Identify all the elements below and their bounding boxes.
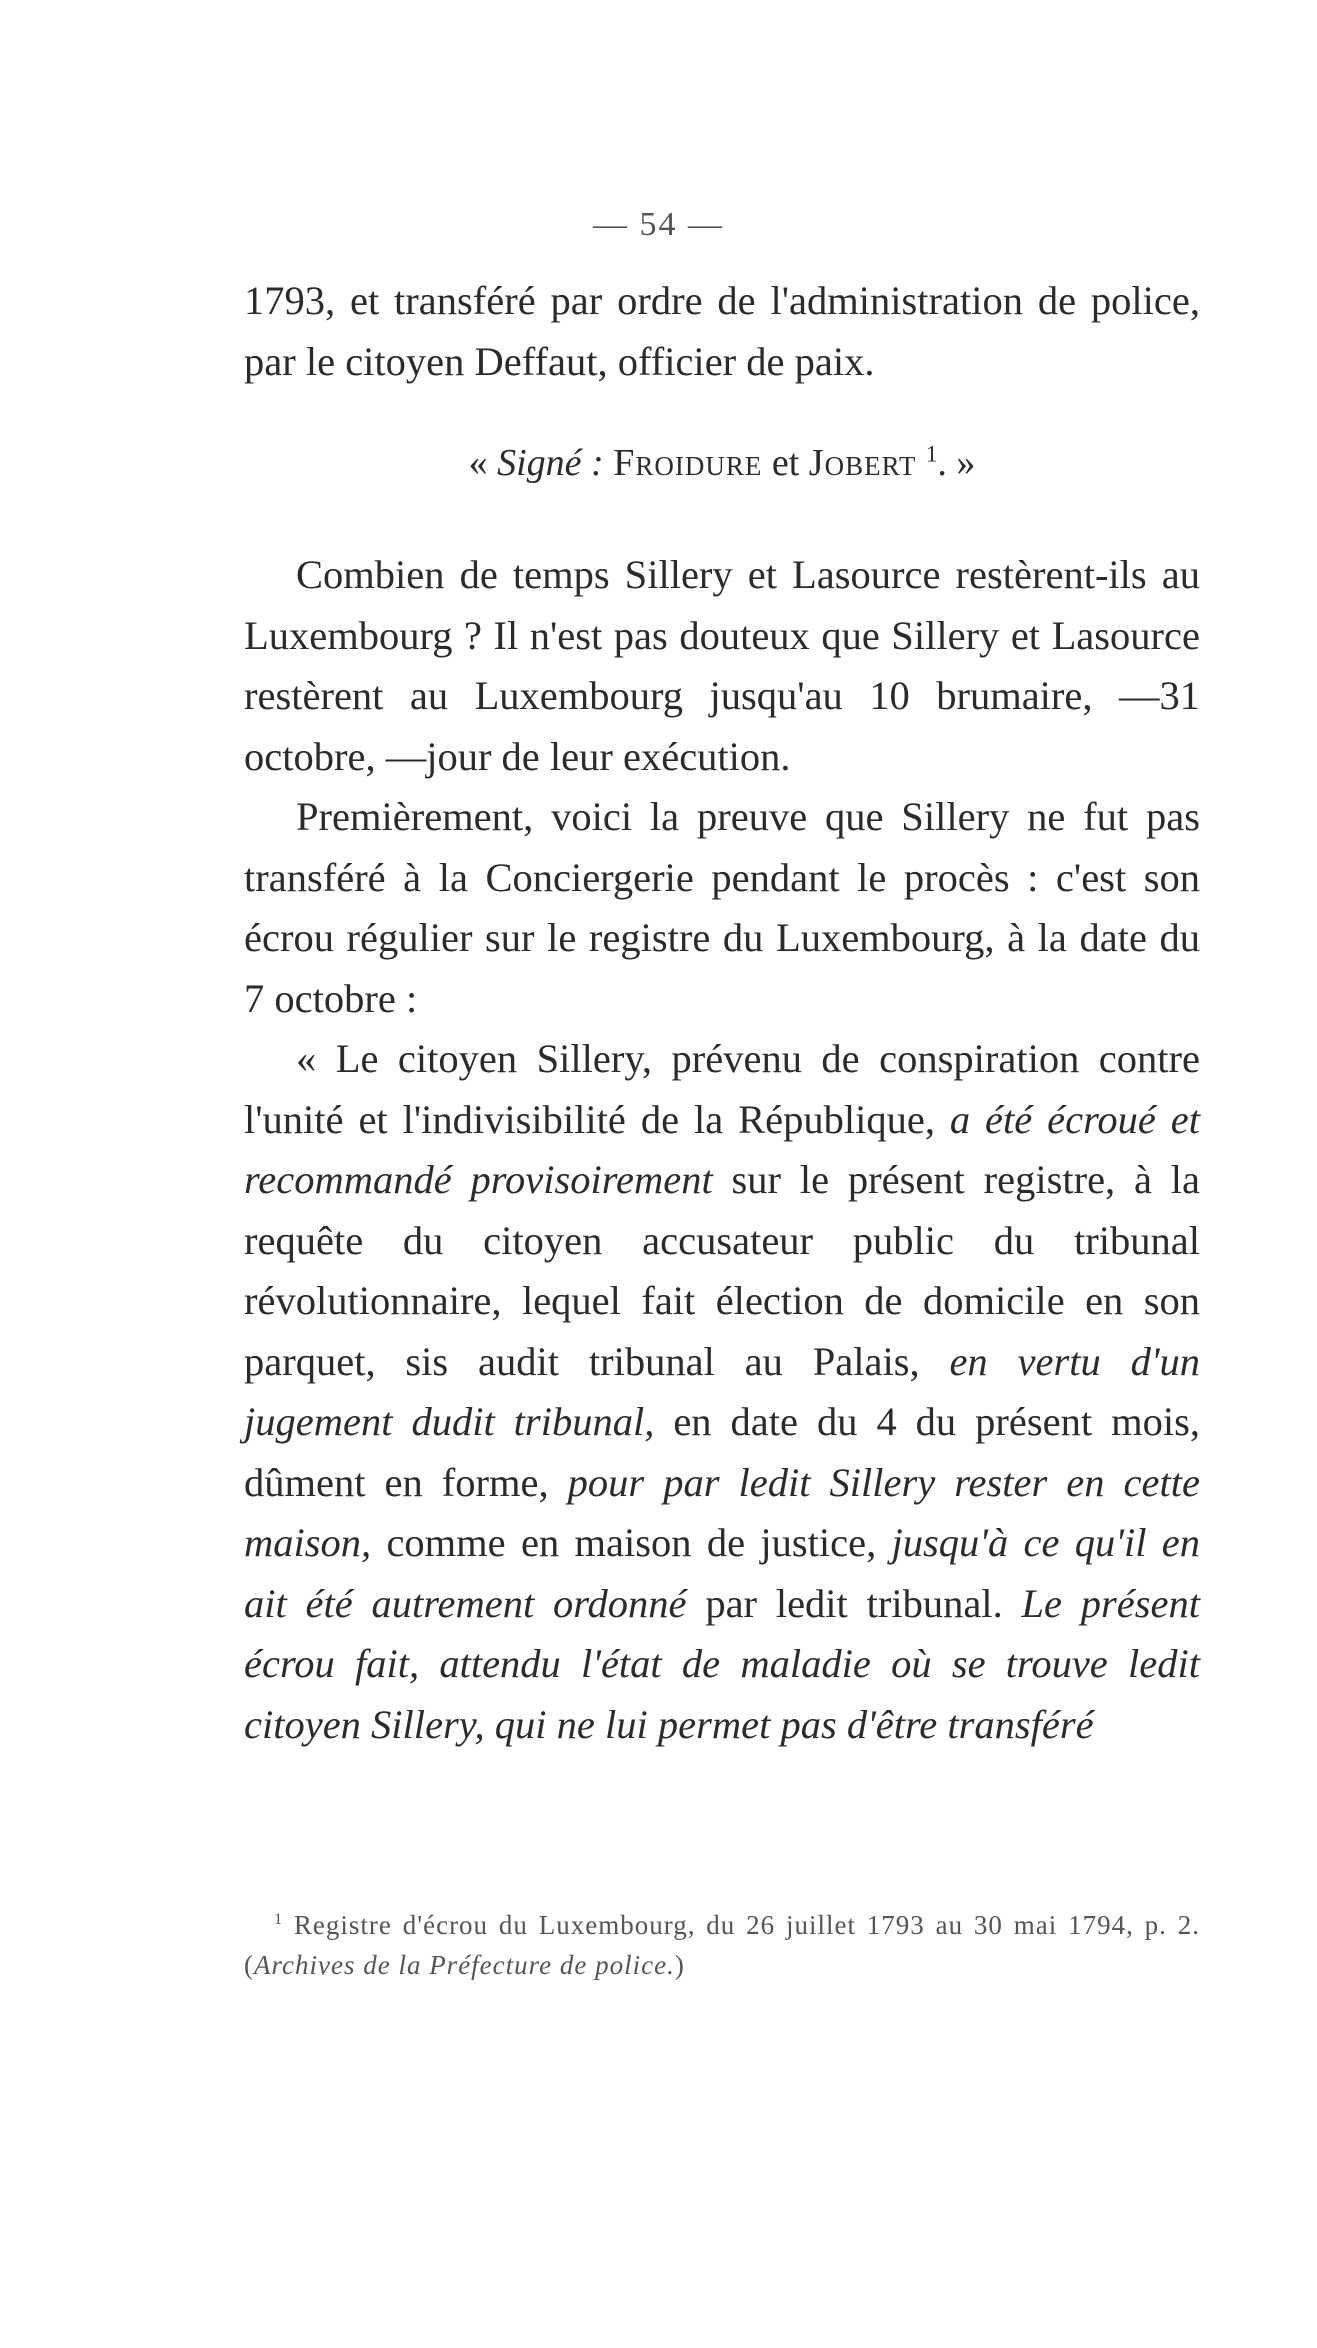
paragraph-premierement: Premièrement, voici la preuve que Sillery ne fut pas transféré à la Conciergerie pendant le procès : c'est son écrou régulier sur le registre du Luxembourg, à la date du 7 octobre : bbox=[244, 794, 1200, 1021]
quote-part-4: comme en maison de justice, bbox=[371, 1520, 892, 1565]
signature-connector: et bbox=[762, 442, 809, 484]
quote-italic-2: en vertu d'un jugement dudit tribunal, bbox=[244, 1338, 1200, 1444]
footnotes bbox=[244, 1905, 1200, 1985]
text-block-main bbox=[244, 545, 1200, 1755]
quote-italic-3: pour par ledit Sillery rester en cette maison, bbox=[244, 1459, 1200, 1565]
quote-italic-5: Le présent écrou fait, attendu l'état de maladie où se trouve ledit citoyen Sillery, qui ne lui permet pas d'être transféré bbox=[244, 1580, 1200, 1747]
signatory-jobert: Jobert bbox=[808, 442, 917, 484]
quoted-ecrou bbox=[244, 1029, 1200, 1755]
quote-italic-1: a été écroué et recommandé provisoirement bbox=[244, 1096, 1200, 1202]
footnote-1 bbox=[244, 1905, 1200, 1985]
signature-close: . » bbox=[937, 442, 976, 484]
quote-part-1: « Le citoyen Sillery, prévenu de conspiration contre l'unité et l'indivisibilité de la République, bbox=[244, 1036, 1200, 1142]
paragraph-continuation: 1793, et transféré par ordre de l'administration de police, par le citoyen Deffaut, officier de paix. bbox=[244, 278, 1200, 384]
text-block-top bbox=[244, 271, 1200, 392]
footnote-reference: 1 bbox=[925, 441, 938, 467]
quote-part-5: par ledit tribunal. bbox=[686, 1580, 1022, 1626]
signature-open-quote: « bbox=[468, 442, 498, 484]
quote-part-3: en date du 4 du présent mois, dûment en forme, bbox=[244, 1399, 1200, 1505]
quote-italic-4: jusqu'à ce qu'il en ait été autrement ordonné bbox=[244, 1520, 1200, 1626]
quote-part-2: sur le présent registre, à la requête du citoyen accusateur public du tribunal révolutionnaire, lequel fait élection de domicile en son parquet, sis audit tribunal au Palais, bbox=[244, 1157, 1200, 1384]
page-number: — 54 — bbox=[593, 206, 724, 243]
footnote-close: ) bbox=[674, 1950, 685, 1980]
footnote-italic: Archives de la Préfecture de police. bbox=[254, 1950, 675, 1980]
paragraph-combien: Combien de temps Sillery et Lasource restèrent-ils au Luxembourg ? Il n'est pas douteux que Sillery et Lasource restèrent au Luxembourg jusqu'au 10 brumaire, —31 octobre, —jour de leur exécution. bbox=[244, 552, 1200, 779]
signature-line bbox=[244, 433, 1200, 493]
signatory-froidure: Froidure bbox=[613, 442, 763, 484]
footnote-text: Registre d'écrou du Luxembourg, du 26 juillet 1793 au 30 mai 1794, p. 2. ( bbox=[244, 1910, 1200, 1980]
signed-label: Signé : bbox=[497, 442, 604, 484]
footnote-marker: 1 bbox=[274, 1910, 284, 1928]
